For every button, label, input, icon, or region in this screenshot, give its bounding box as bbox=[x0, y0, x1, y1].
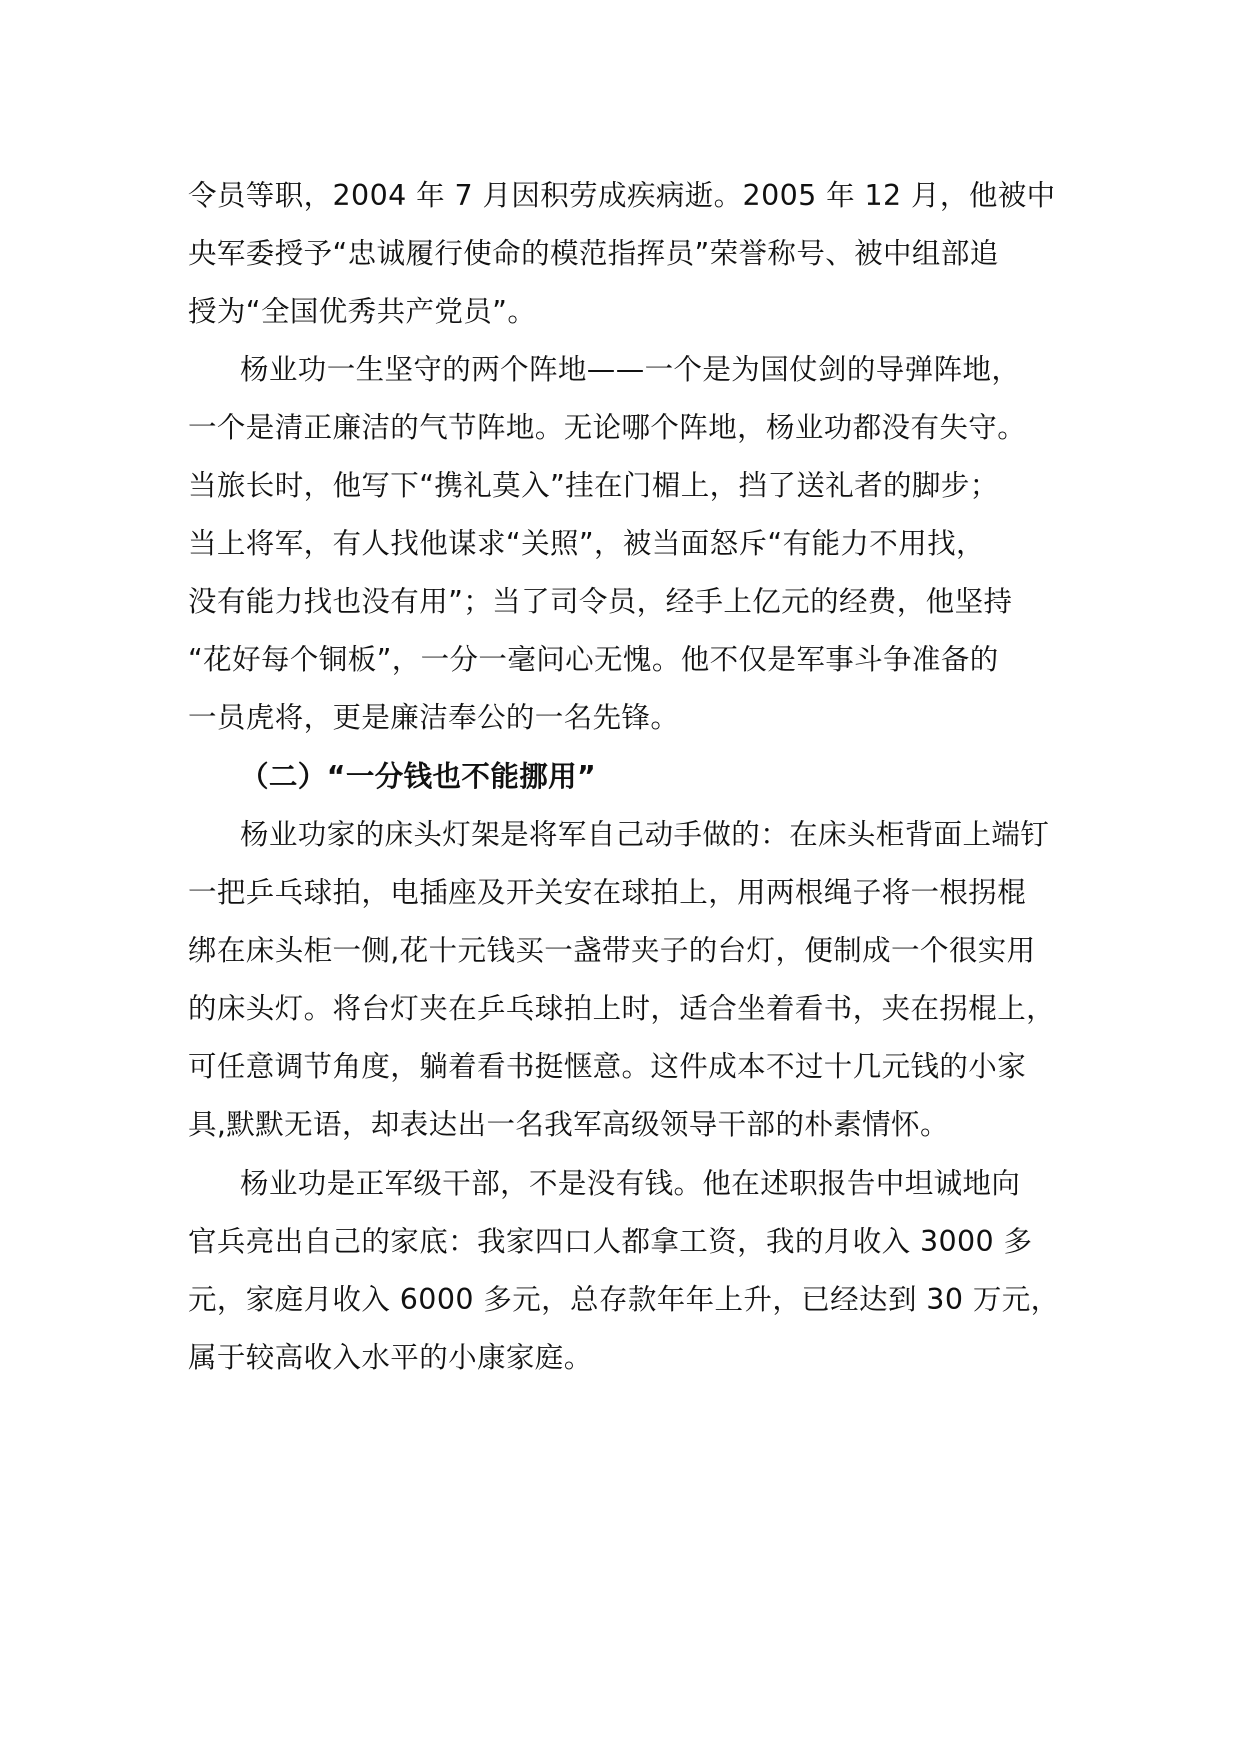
text-line: “花好每个铜板”，一分一毫问心无愧。他不仅是军事斗争准备的 bbox=[188, 643, 999, 676]
text-line: 的床头灯。将台灯夹在乒乓球拍上时，适合坐着看书，夹在拐棍上， bbox=[188, 992, 1056, 1025]
paragraph-first-line: 杨业功家的床头灯架是将军自己动手做的：在床头柜背面上端钉 bbox=[240, 818, 1050, 851]
text-line: 具,默默无语，却表达出一名我军高级领导干部的朴素情怀。 bbox=[188, 1108, 949, 1141]
text-line: 一把乒乓球拍，电插座及开关安在球拍上，用两根绳子将一根拐棍 bbox=[188, 876, 1027, 909]
text-line: 当上将军，有人找他谋求“关照”，被当面怒斥“有能力不用找， bbox=[188, 527, 985, 560]
text-line: 元，家庭月收入 6000 多元，总存款年年上升，已经达到 30 万元， bbox=[188, 1283, 1060, 1316]
text-line: 授为“全国优秀共产党员”。 bbox=[188, 295, 537, 328]
text-line: 没有能力找也没有用”；当了司令员，经手上亿元的经费，他坚持 bbox=[188, 585, 1013, 618]
text-line: 当旅长时，他写下“携礼莫入”挂在门楣上，挡了送礼者的脚步； bbox=[188, 469, 999, 502]
text-line: 令员等职，2004 年 7 月因积劳成疾病逝。2005 年 12 月，他被中 bbox=[188, 179, 1056, 212]
section-heading: （二）“一分钱也不能挪用” bbox=[240, 760, 597, 793]
text-line: 一员虎将，更是廉洁奉公的一名先锋。 bbox=[188, 701, 680, 734]
text-line: 属于较高收入水平的小康家庭。 bbox=[188, 1341, 593, 1374]
paragraph-first-line: 杨业功一生坚守的两个阵地——一个是为国仗剑的导弹阵地， bbox=[240, 353, 1021, 386]
text-line: 可任意调节角度，躺着看书挺惬意。这件成本不过十几元钱的小家 bbox=[188, 1050, 1027, 1083]
text-line: 央军委授予“忠诚履行使命的模范指挥员”荣誉称号、被中组部追 bbox=[188, 237, 999, 270]
paragraph-first-line: 杨业功是正军级干部，不是没有钱。他在述职报告中坦诚地向 bbox=[240, 1167, 1021, 1200]
text-line: 绑在床头柜一侧,花十元钱买一盏带夹子的台灯，便制成一个很实用 bbox=[188, 934, 1036, 967]
text-line: 官兵亮出自己的家底：我家四口人都拿工资，我的月收入 3000 多 bbox=[188, 1225, 1033, 1258]
text-line: 一个是清正廉洁的气节阵地。无论哪个阵地，杨业功都没有失守。 bbox=[188, 411, 1027, 444]
